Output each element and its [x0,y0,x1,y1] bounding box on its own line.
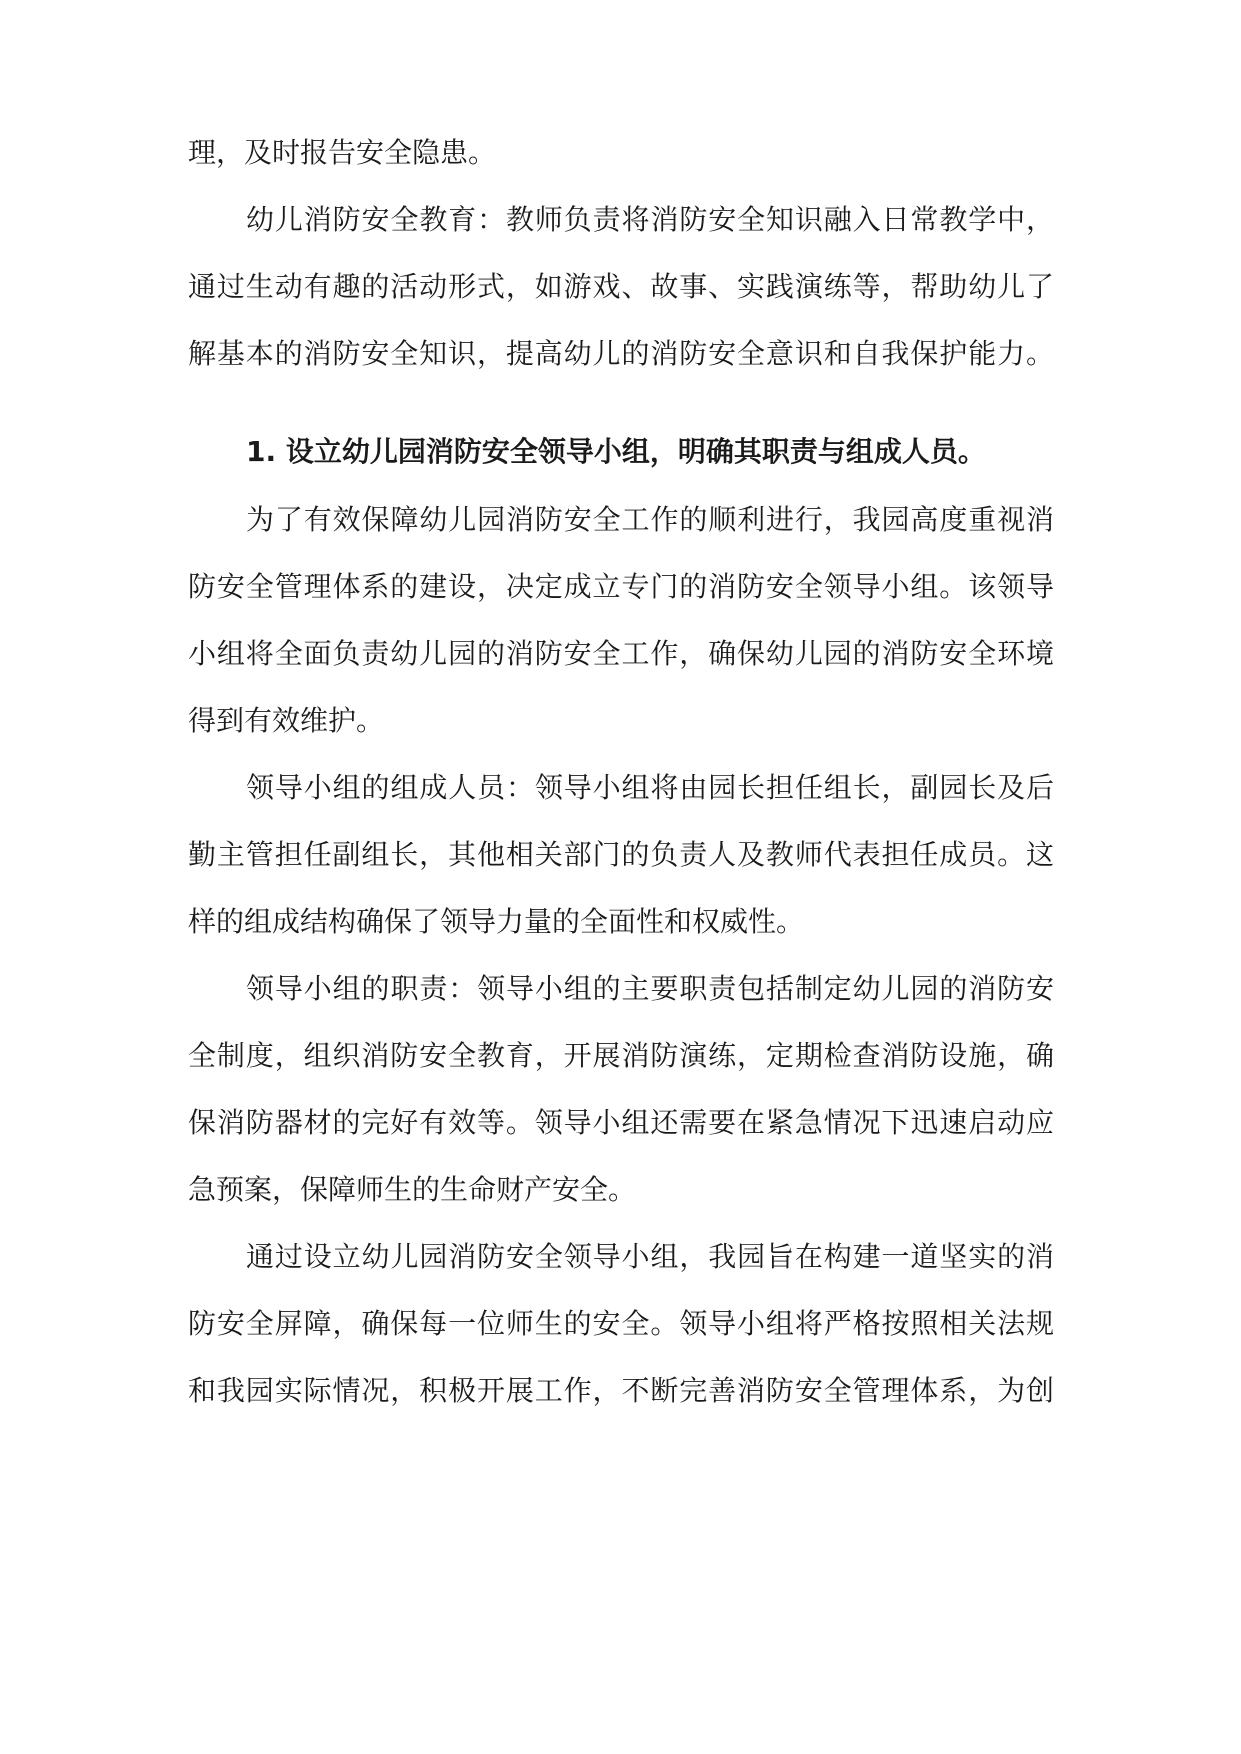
text-line: 通过生动有趣的活动形式，如游戏、故事、实践演练等，帮助幼儿了 [188,270,1054,303]
paragraph-first-line: 为了有效保障幼儿园消防安全工作的顺利进行，我园高度重视消 [246,503,1054,536]
text-line: 理，及时报告安全隐患。 [188,136,497,169]
paragraph-first-line: 通过设立幼儿园消防安全领导小组，我园旨在构建一道坚实的消 [246,1240,1054,1273]
text-line: 解基本的消防安全知识，提高幼儿的消防安全意识和自我保护能力。 [188,337,1054,370]
text-line: 小组将全面负责幼儿园的消防安全工作，确保幼儿园的消防安全环境 [188,637,1054,670]
text-line: 和我园实际情况，积极开展工作，不断完善消防安全管理体系，为创 [188,1374,1054,1407]
text-line: 防安全管理体系的建设，决定成立专门的消防安全领导小组。该领导 [188,570,1054,603]
paragraph-first-line: 幼儿消防安全教育：教师负责将消防安全知识融入日常教学中， [246,203,1054,236]
text-line: 急预案，保障师生的生命财产安全。 [188,1173,637,1206]
text-line: 样的组成结构确保了领导力量的全面性和权威性。 [188,905,805,938]
text-line: 保消防器材的完好有效等。领导小组还需要在紧急情况下迅速启动应 [188,1106,1054,1139]
text-line: 全制度，组织消防安全教育，开展消防演练，定期检查消防设施，确 [188,1039,1054,1072]
paragraph-first-line: 领导小组的组成人员：领导小组将由园长担任组长，副园长及后 [246,771,1054,804]
text-line: 勤主管担任副组长，其他相关部门的负责人及教师代表担任成员。这 [188,838,1054,871]
section-heading: 1. 设立幼儿园消防安全领导小组，明确其职责与组成人员。 [246,435,986,468]
paragraph-first-line: 领导小组的职责：领导小组的主要职责包括制定幼儿园的消防安 [246,972,1054,1005]
text-line: 得到有效维护。 [188,704,385,737]
text-line: 防安全屏障，确保每一位师生的安全。领导小组将严格按照相关法规 [188,1307,1054,1340]
